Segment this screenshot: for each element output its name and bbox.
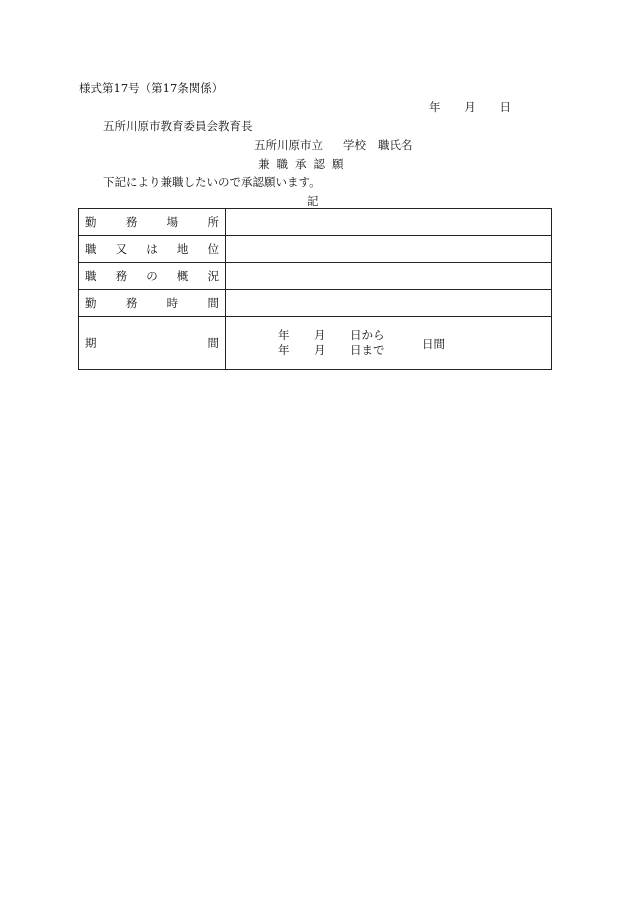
row-label-work-hours bbox=[79, 290, 226, 317]
label-char: 勤 bbox=[85, 215, 97, 229]
applicant-name-label: 職氏名 bbox=[378, 138, 413, 152]
table-row bbox=[79, 317, 552, 370]
value-position[interactable] bbox=[226, 236, 552, 263]
date-line bbox=[429, 100, 511, 114]
value-period[interactable] bbox=[226, 317, 552, 370]
label-char: 職 bbox=[85, 242, 97, 256]
date-year-label: 年 bbox=[429, 100, 441, 114]
period-start-year: 年 bbox=[278, 328, 290, 342]
label-char: 務 bbox=[125, 215, 138, 229]
table-row bbox=[79, 290, 552, 317]
period-start bbox=[278, 328, 385, 342]
applicant-prefix: 五所川原市立 bbox=[254, 138, 323, 152]
label-char: 時 bbox=[166, 296, 179, 310]
label-char: 職 bbox=[85, 269, 97, 283]
value-duty-overview[interactable] bbox=[226, 263, 552, 290]
label-char: 務 bbox=[115, 269, 128, 283]
date-day-label: 日 bbox=[499, 100, 511, 114]
applicant-line bbox=[254, 138, 413, 152]
label-char: 間 bbox=[207, 336, 219, 350]
row-label-position bbox=[79, 236, 226, 263]
ki-mark: 記 bbox=[307, 194, 319, 208]
recipient: 五所川原市教育委員会教育長 bbox=[103, 119, 253, 133]
date-month-label: 月 bbox=[464, 100, 476, 114]
label-char: 地 bbox=[176, 242, 189, 256]
value-work-hours[interactable] bbox=[226, 290, 552, 317]
period-end-month: 月 bbox=[314, 343, 326, 357]
label-char: 期 bbox=[85, 336, 97, 350]
table-row bbox=[79, 263, 552, 290]
request-text: 下記により兼職したいので承認願います。 bbox=[103, 175, 321, 189]
label-char: の bbox=[146, 269, 158, 283]
applicant-school: 学校 bbox=[343, 138, 366, 152]
form-number: 様式第17号（第17条関係） bbox=[79, 81, 224, 95]
label-char: 所 bbox=[207, 215, 219, 229]
label-char: 勤 bbox=[85, 296, 97, 310]
period-days: 日間 bbox=[422, 337, 445, 351]
period-end-year: 年 bbox=[278, 343, 290, 357]
application-table bbox=[78, 208, 552, 370]
label-char: 間 bbox=[207, 296, 219, 310]
label-char: 場 bbox=[166, 215, 179, 229]
period-end-day: 日まで bbox=[350, 343, 385, 357]
label-char: 務 bbox=[125, 296, 138, 310]
label-char: 位 bbox=[207, 242, 219, 256]
period-start-day: 日から bbox=[350, 328, 385, 342]
label-char: 況 bbox=[207, 269, 219, 283]
table-row bbox=[79, 209, 552, 236]
label-char: は bbox=[146, 242, 158, 256]
row-label-period bbox=[79, 317, 226, 370]
row-label-duty-overview bbox=[79, 263, 226, 290]
value-work-place[interactable] bbox=[226, 209, 552, 236]
label-char: 又 bbox=[115, 242, 128, 256]
label-char: 概 bbox=[176, 269, 189, 283]
document-title: 兼職承認願 bbox=[258, 157, 351, 171]
row-label-work-place bbox=[79, 209, 226, 236]
period-end bbox=[278, 343, 385, 357]
period-start-month: 月 bbox=[314, 328, 326, 342]
table-row bbox=[79, 236, 552, 263]
